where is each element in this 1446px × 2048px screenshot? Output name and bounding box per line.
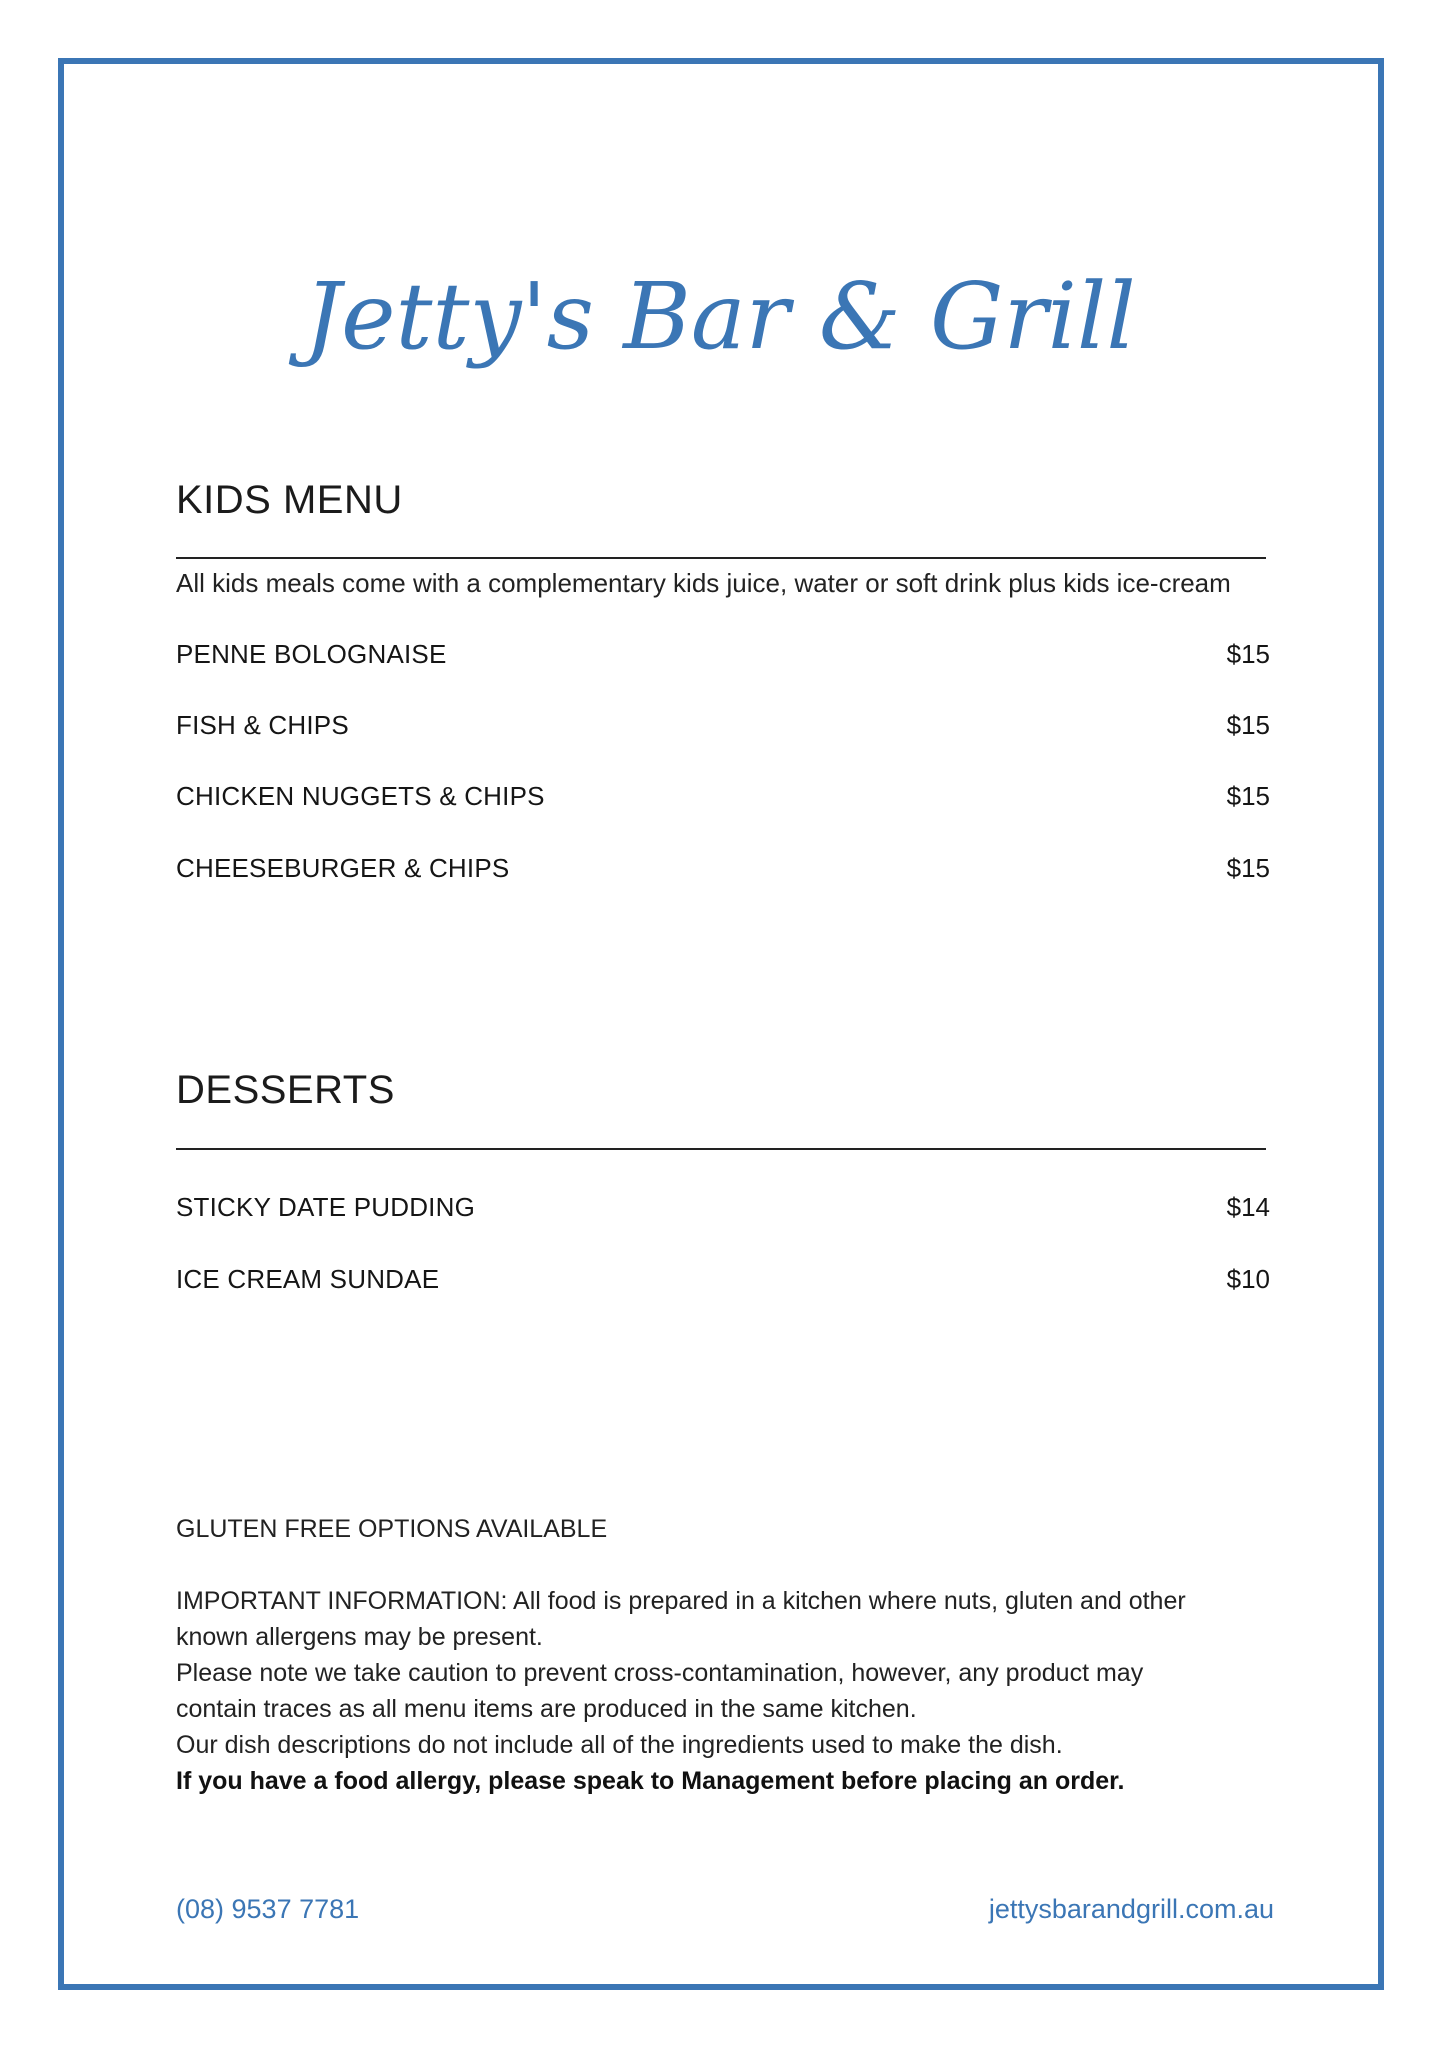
allergen-information <box>176 1583 1186 1799</box>
info-line: known allergens may be present. <box>176 1623 543 1651</box>
menu-item-price: $15 <box>1226 852 1270 883</box>
menu-item <box>176 707 1270 743</box>
menu-item-price: $15 <box>1226 638 1270 669</box>
kids-menu-title: KIDS MENU <box>176 478 403 522</box>
menu-item-name: FISH & CHIPS <box>176 709 349 740</box>
brand-logo <box>304 250 1136 400</box>
menu-item-price: $14 <box>1226 1191 1270 1222</box>
menu-item-price: $10 <box>1226 1263 1270 1294</box>
footer-website[interactable]: jettysbarandgrill.com.au <box>988 1894 1274 1924</box>
brand-logo-text: Jetty's Bar & Grill <box>304 263 1136 370</box>
info-line: Please note we take caution to prevent cross-contamination, however, any product may <box>176 1659 1144 1687</box>
info-line: contain traces as all menu items are produced in the same kitchen. <box>176 1695 917 1723</box>
menu-item <box>176 1261 1270 1297</box>
kids-menu-note: All kids meals come with a complementary kids juice, water or soft drink plus kids ice-cream <box>176 568 1231 598</box>
allergy-notice: If you have a food allergy, please speak to Management before placing an order. <box>176 1767 1125 1795</box>
gluten-free-notice: GLUTEN FREE OPTIONS AVAILABLE <box>176 1515 608 1543</box>
info-line: Our dish descriptions do not include all of the ingredients used to make the dish. <box>176 1731 1063 1759</box>
desserts-divider <box>176 1148 1266 1150</box>
menu-item-name: PENNE BOLOGNAISE <box>176 638 447 669</box>
kids-menu-divider <box>176 557 1266 559</box>
menu-item-name: CHEESEBURGER & CHIPS <box>176 852 510 883</box>
info-line: IMPORTANT INFORMATION: All food is prepared in a kitchen where nuts, gluten and other <box>176 1587 1186 1615</box>
footer-phone[interactable]: (08) 9537 7781 <box>176 1894 360 1924</box>
menu-item-price: $15 <box>1226 709 1270 740</box>
menu-item <box>176 636 1270 672</box>
menu-item <box>176 850 1270 886</box>
menu-item <box>176 778 1270 814</box>
menu-item <box>176 1189 1270 1225</box>
menu-item-name: STICKY DATE PUDDING <box>176 1191 475 1222</box>
menu-item-price: $15 <box>1226 780 1270 811</box>
menu-item-name: CHICKEN NUGGETS & CHIPS <box>176 780 545 811</box>
menu-item-name: ICE CREAM SUNDAE <box>176 1263 440 1294</box>
desserts-title: DESSERTS <box>176 1068 395 1112</box>
